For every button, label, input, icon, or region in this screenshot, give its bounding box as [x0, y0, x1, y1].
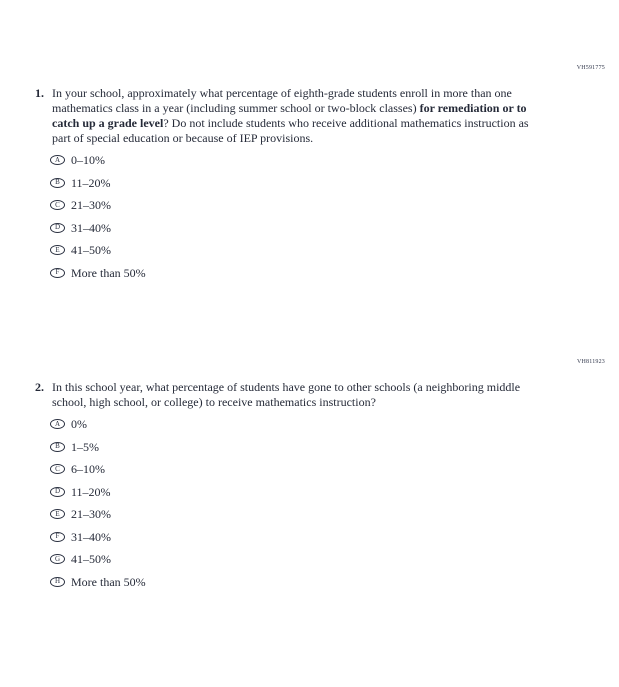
question-block [35, 64, 605, 280]
option-row [50, 417, 605, 431]
bubble-letter: C [55, 200, 60, 209]
option-label: 41–50% [71, 243, 111, 257]
option-label: More than 50% [71, 265, 146, 280]
answer-bubble[interactable] [50, 245, 65, 255]
answer-bubble[interactable] [50, 200, 65, 210]
question-body [52, 380, 605, 589]
question-code: VH591775 [576, 65, 605, 71]
option-row [50, 575, 605, 589]
option-row [50, 485, 605, 499]
question-row [35, 380, 605, 589]
option-label: 11–20% [71, 484, 111, 499]
answer-bubble[interactable] [50, 442, 65, 452]
bubble-letter: F [55, 532, 60, 540]
option-row [50, 507, 605, 521]
bubble-letter: E [55, 509, 60, 518]
bubble-letter: H [54, 577, 61, 585]
options-list [50, 417, 605, 589]
option-label: 31–40% [71, 529, 111, 544]
answer-bubble[interactable] [50, 487, 65, 497]
bubble-letter: B [55, 442, 60, 450]
option-row [50, 243, 605, 257]
option-label: 41–50% [71, 552, 111, 566]
options-list [50, 153, 605, 280]
answer-bubble[interactable] [50, 464, 65, 474]
option-label: 21–30% [71, 198, 111, 212]
answer-bubble[interactable] [50, 223, 65, 233]
answer-bubble[interactable] [50, 554, 65, 564]
bubble-letter: E [55, 245, 60, 254]
question-text [52, 86, 536, 146]
question-number: 2. [35, 380, 44, 394]
answer-bubble[interactable] [50, 155, 65, 165]
option-label: More than 50% [71, 574, 146, 589]
bubble-letter: B [55, 178, 60, 186]
bubble-letter: D [54, 487, 61, 495]
answer-bubble[interactable] [50, 178, 65, 188]
bubble-letter: F [55, 268, 60, 276]
option-row [50, 552, 605, 566]
question-block [35, 358, 605, 589]
option-label: 1–5% [71, 439, 99, 454]
answer-bubble[interactable] [50, 532, 65, 542]
option-row [50, 153, 605, 167]
option-row [50, 221, 605, 235]
bubble-letter: A [54, 419, 61, 428]
question-body [52, 86, 605, 280]
option-label: 11–20% [71, 175, 111, 190]
option-label: 0–10% [71, 153, 105, 167]
question-row [35, 86, 605, 280]
answer-bubble[interactable] [50, 577, 65, 587]
option-row [50, 266, 605, 280]
question-text-segment: for remediation or to catch up a grade level [52, 101, 527, 130]
question-number: 1. [35, 86, 44, 100]
option-label: 6–10% [71, 462, 105, 476]
question-text-segment: ? Do not include students who receive additional mathematics instruction as part of special education or because of IEP provisions. [52, 116, 529, 145]
answer-bubble[interactable] [50, 509, 65, 519]
question-text-segment: In your school, approximately what percentage of eighth-grade students enroll in more than one mathematics class in a year (including summer school or two-block classes) [52, 86, 512, 115]
option-row [50, 440, 605, 454]
bubble-letter: C [55, 464, 60, 473]
question-text [52, 380, 536, 410]
option-row [50, 176, 605, 190]
option-row [50, 462, 605, 476]
answer-bubble[interactable] [50, 268, 65, 278]
bubble-letter: D [54, 223, 61, 231]
option-row [50, 198, 605, 212]
option-label: 0% [71, 417, 87, 431]
question-code: VH811923 [576, 359, 605, 365]
option-label: 31–40% [71, 220, 111, 235]
option-row [50, 530, 605, 544]
option-label: 21–30% [71, 507, 111, 521]
bubble-letter: A [54, 155, 61, 164]
answer-bubble[interactable] [50, 419, 65, 429]
question-text-segment: In this school year, what percentage of students have gone to other schools (a neighboring middle school, high school, or college) to receive mathematics instruction? [52, 380, 521, 409]
bubble-letter: G [54, 554, 61, 563]
